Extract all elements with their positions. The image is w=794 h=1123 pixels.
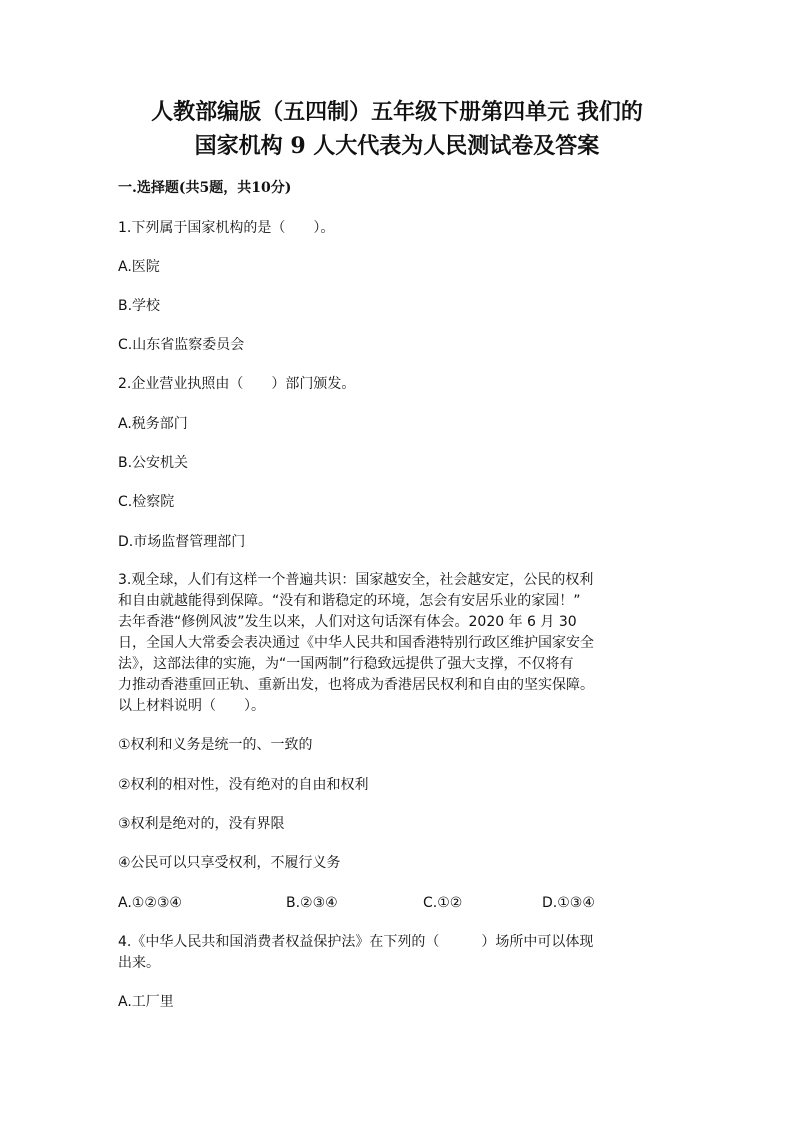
document-title-line-2: 国家机构 9 人大代表为人民测试卷及答案 <box>194 133 600 159</box>
question-3-stem-line-1: 3.观全球，人们有这样一个普遍共识：国家越安全，社会越安定，公民的权利 <box>118 572 594 588</box>
question-4-stem-line-2: 出来。 <box>118 955 160 971</box>
question-1-stem: 1.下列属于国家机构的是（ ）。 <box>118 220 335 236</box>
question-3-options <box>0 893 794 913</box>
question-3-stem-line-4: 日，全国人大常委会表决通过《中华人民共和国香港特别行政区维护国家安全 <box>118 635 594 651</box>
question-3-stem-line-5: 法》，这部法律的实施，为“一国两制”行稳致远提供了强大支撑，不仅将有 <box>118 656 574 672</box>
question-2-option-c: C.检察院 <box>118 494 175 510</box>
question-3-option-b: B.②③④ <box>286 895 338 911</box>
question-3-option-a: A.①②③④ <box>118 895 182 911</box>
question-3-option-d: D.①③④ <box>542 895 595 911</box>
question-3-stem-line-3: 去年香港“修例风波”发生以来，人们对这句话深有体会。2020 年 6 月 30 <box>118 614 577 630</box>
question-2-option-b: B.公安机关 <box>118 455 189 471</box>
question-3-stem-line-7: 以上材料说明（ ）。 <box>118 698 265 714</box>
question-3-stem <box>118 570 676 717</box>
question-3-stem-line-2: 和自由就越能得到保障。“没有和谐稳定的环境，怎会有安居乐业的家园！” <box>118 593 581 609</box>
question-3-option-c: C.①② <box>423 895 463 911</box>
question-3-stem-line-6: 力推动香港重回正轨、重新出发，也将成为香港居民权利和自由的坚实保障。 <box>118 677 594 693</box>
question-4-stem <box>118 932 676 974</box>
question-2-option-d: D.市场监督管理部门 <box>118 534 246 550</box>
question-1-option-c: C.山东省监察委员会 <box>118 337 245 353</box>
question-2-option-a: A.税务部门 <box>118 416 188 432</box>
question-3-statement-3: ③权利是绝对的，没有界限 <box>118 816 285 832</box>
question-1-option-b: B.学校 <box>118 298 161 314</box>
question-3-statement-2: ②权利的相对性，没有绝对的自由和权利 <box>118 777 369 793</box>
question-4-stem-line-1: 4.《中华人民共和国消费者权益保护法》在下列的（ ）场所中可以体现 <box>118 934 594 950</box>
question-3-statement-4: ④公民可以只享受权利，不履行义务 <box>118 855 341 871</box>
question-3-statement-1: ①权利和义务是统一的、一致的 <box>118 737 313 753</box>
question-1-option-a: A.医院 <box>118 259 160 275</box>
question-2-stem: 2.企业营业执照由（ ）部门颁发。 <box>118 376 356 392</box>
section-heading: 一.选择题(共5题，共10分) <box>118 180 292 196</box>
document-title-line-1: 人教部编版（五四制）五年级下册第四单元 我们的 <box>151 99 643 125</box>
question-4-option-a: A.工厂里 <box>118 994 174 1010</box>
